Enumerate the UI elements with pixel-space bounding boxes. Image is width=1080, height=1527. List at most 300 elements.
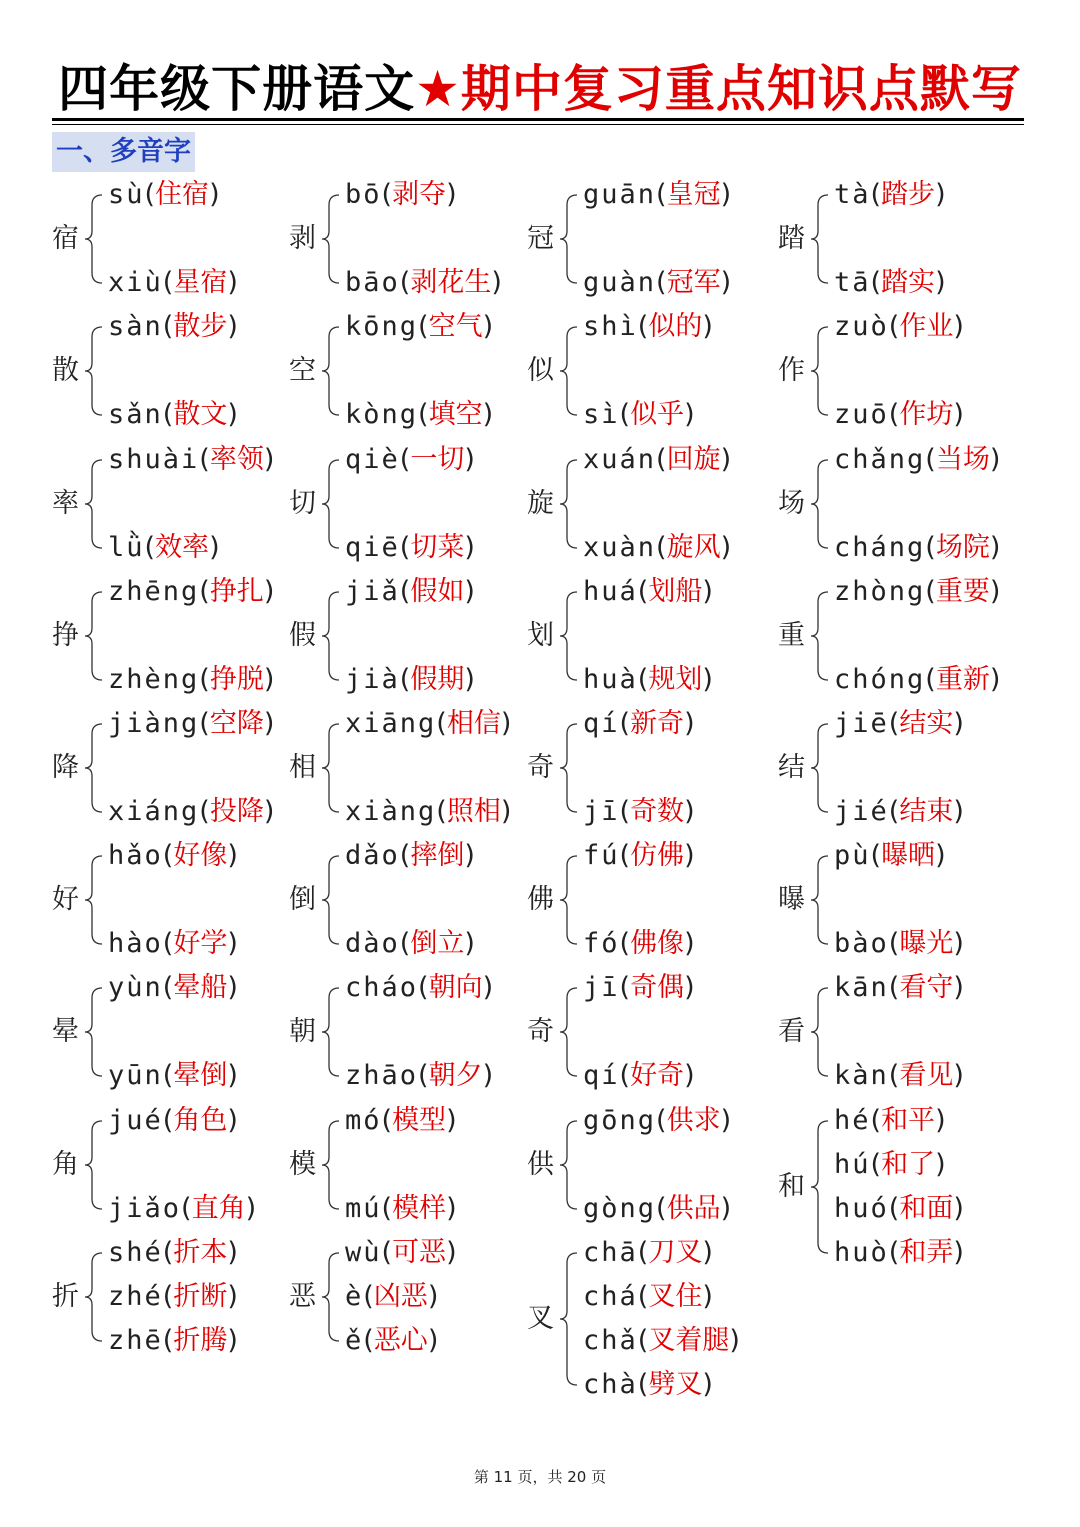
close-paren: ) [953, 1193, 964, 1224]
pinyin: jiē [834, 708, 889, 739]
pinyin: huò [834, 1237, 889, 1268]
title-main: 四年级下册语文 [58, 60, 416, 118]
open-paren: ( [363, 1281, 374, 1312]
open-paren: ( [656, 444, 667, 475]
page-title [0, 56, 1080, 122]
open-paren: ( [888, 1060, 900, 1091]
polyphone-group [527, 841, 767, 959]
example-word: 可恶 [392, 1237, 447, 1268]
example-word: 重要 [935, 576, 990, 607]
close-paren: ) [227, 311, 238, 342]
brace-icon [82, 709, 106, 827]
example-word: 住宿 [155, 179, 210, 210]
open-paren: ( [870, 840, 882, 871]
open-paren: ( [619, 796, 631, 827]
reading-line [345, 1061, 493, 1091]
example-word: 当场 [935, 444, 990, 475]
close-paren: ) [245, 1193, 257, 1224]
reading-line [583, 533, 731, 563]
example-word: 挣脱 [209, 664, 264, 695]
close-paren: ) [482, 972, 494, 1003]
pinyin: xiù [108, 267, 163, 298]
close-paren: ) [953, 311, 964, 342]
close-paren: ) [227, 928, 238, 959]
reading-line [345, 445, 475, 475]
pinyin: fó [583, 928, 620, 959]
open-paren: ( [888, 972, 900, 1003]
polyphone-group [778, 577, 1018, 695]
brace-icon [319, 180, 343, 298]
reading-line [583, 1282, 713, 1312]
close-paren: ) [702, 576, 713, 607]
polyphone-character: 相 [289, 752, 316, 783]
example-word: 空气 [428, 311, 483, 342]
close-paren: ) [953, 796, 964, 827]
open-paren: ( [199, 444, 210, 475]
close-paren: ) [464, 840, 475, 871]
pinyin: lǜ [108, 532, 145, 563]
open-paren: ( [870, 1149, 882, 1180]
close-paren: ) [989, 532, 1001, 563]
close-paren: ) [684, 399, 695, 430]
example-word: 效率 [155, 532, 210, 563]
reading-line [583, 268, 731, 298]
pinyin: jī [583, 972, 620, 1003]
open-paren: ( [637, 664, 649, 695]
polyphone-character: 旋 [527, 488, 554, 519]
close-paren: ) [482, 399, 494, 430]
polyphone-group [778, 709, 1018, 827]
reading-line [834, 709, 964, 739]
brace-icon [808, 312, 832, 430]
polyphone-group [52, 841, 292, 959]
polyphone-character: 冠 [527, 223, 554, 254]
polyphone-group [289, 577, 529, 695]
pinyin: chá [583, 1281, 638, 1312]
pinyin: zuō [834, 399, 889, 430]
close-paren: ) [263, 576, 275, 607]
example-word: 折断 [173, 1281, 228, 1312]
pinyin: huó [834, 1193, 889, 1224]
example-word: 好学 [173, 928, 228, 959]
brace-icon [319, 1106, 343, 1224]
pinyin: chóng [834, 664, 926, 695]
reading-line [108, 312, 238, 342]
brace-icon [319, 445, 343, 563]
polyphone-character: 假 [289, 620, 316, 651]
polyphone-group [778, 445, 1018, 563]
open-paren: ( [656, 1105, 667, 1136]
close-paren: ) [702, 1369, 713, 1400]
open-paren: ( [637, 1369, 649, 1400]
reading-line [583, 1061, 695, 1091]
pinyin: jiǎ [345, 576, 400, 607]
pinyin: jiǎo [108, 1193, 182, 1224]
brace-icon [557, 180, 581, 298]
pinyin: dào [345, 928, 400, 959]
open-paren: ( [619, 1060, 631, 1091]
example-word: 假如 [410, 576, 465, 607]
open-paren: ( [418, 972, 429, 1003]
brace-icon [808, 445, 832, 563]
reading-line [834, 797, 964, 827]
polyphone-group [52, 973, 292, 1091]
pinyin: guàn [583, 267, 657, 298]
close-paren: ) [209, 179, 220, 210]
open-paren: ( [619, 708, 631, 739]
pinyin: chǎ [583, 1325, 638, 1356]
close-paren: ) [935, 840, 946, 871]
brace-icon [557, 1106, 581, 1224]
reading-line [108, 841, 238, 871]
reading-line [108, 1238, 238, 1268]
polyphone-group [289, 841, 529, 959]
example-word: 假期 [410, 664, 465, 695]
polyphone-character: 和 [778, 1171, 805, 1202]
close-paren: ) [702, 664, 713, 695]
section-heading: 一、多音字 [52, 132, 195, 172]
close-paren: ) [263, 664, 275, 695]
example-word: 看见 [899, 1060, 954, 1091]
pinyin: mú [345, 1193, 382, 1224]
example-word: 回旋 [666, 444, 721, 475]
open-paren: ( [888, 399, 900, 430]
polyphone-group [52, 445, 292, 563]
example-word: 和了 [881, 1149, 936, 1180]
pinyin: kàn [834, 1060, 889, 1091]
close-paren: ) [989, 576, 1001, 607]
polyphone-group [289, 1106, 529, 1224]
example-word: 和平 [881, 1105, 936, 1136]
pinyin: hú [834, 1149, 871, 1180]
reading-line [345, 797, 511, 827]
example-word: 规划 [648, 664, 703, 695]
reading-line [108, 973, 238, 1003]
open-paren: ( [637, 576, 649, 607]
open-paren: ( [637, 1237, 649, 1268]
open-paren: ( [888, 796, 900, 827]
pinyin: wù [345, 1237, 382, 1268]
reading-line [108, 400, 238, 430]
polyphone-group [289, 445, 529, 563]
open-paren: ( [363, 1325, 374, 1356]
example-word: 奇数 [630, 796, 685, 827]
open-paren: ( [399, 532, 411, 563]
reading-line [834, 841, 946, 871]
brace-icon [319, 312, 343, 430]
brace-icon [808, 1106, 832, 1268]
example-word: 散文 [173, 399, 228, 430]
open-paren: ( [619, 840, 631, 871]
polyphone-character: 角 [52, 1149, 79, 1180]
reading-line [345, 1238, 457, 1268]
pinyin: zhèng [108, 664, 200, 695]
pinyin: qí [583, 708, 620, 739]
open-paren: ( [162, 399, 174, 430]
reading-line [345, 180, 457, 210]
polyphone-group [778, 1106, 1018, 1268]
pinyin: xiāng [345, 708, 437, 739]
reading-line [345, 533, 475, 563]
reading-line [834, 1150, 946, 1180]
open-paren: ( [381, 1193, 393, 1224]
open-paren: ( [637, 311, 649, 342]
close-paren: ) [684, 840, 695, 871]
close-paren: ) [702, 1237, 713, 1268]
polyphone-group [289, 973, 529, 1091]
close-paren: ) [953, 1060, 964, 1091]
close-paren: ) [684, 796, 695, 827]
example-word: 刀叉 [648, 1237, 703, 1268]
polyphone-character: 叉 [527, 1303, 554, 1334]
reading-line [108, 1061, 238, 1091]
reading-line [583, 1238, 713, 1268]
polyphone-character: 作 [778, 355, 805, 386]
reading-line [108, 268, 238, 298]
close-paren: ) [227, 1105, 238, 1136]
open-paren: ( [870, 267, 882, 298]
pinyin: qiè [345, 444, 400, 475]
pinyin: è [345, 1281, 364, 1312]
brace-icon [319, 973, 343, 1091]
close-paren: ) [227, 1237, 238, 1268]
brace-icon [808, 180, 832, 298]
brace-icon [82, 180, 106, 298]
example-word: 倒立 [410, 928, 465, 959]
polyphone-character: 看 [778, 1016, 805, 1047]
example-word: 一切 [410, 444, 465, 475]
brace-icon [319, 841, 343, 959]
pinyin: qiē [345, 532, 400, 563]
pinyin: xuàn [583, 532, 657, 563]
reading-line [834, 445, 1000, 475]
polyphone-group [52, 577, 292, 695]
reading-line [345, 312, 493, 342]
pinyin: bāo [345, 267, 400, 298]
close-paren: ) [263, 708, 275, 739]
polyphone-group [778, 841, 1018, 959]
reading-line [583, 445, 731, 475]
example-word: 角色 [173, 1105, 228, 1136]
polyphone-group [52, 180, 292, 298]
example-word: 散步 [173, 311, 228, 342]
example-word: 作业 [899, 311, 954, 342]
open-paren: ( [656, 267, 667, 298]
open-paren: ( [162, 267, 174, 298]
close-paren: ) [227, 1281, 238, 1312]
pinyin: chǎng [834, 444, 926, 475]
polyphone-group [527, 1238, 767, 1400]
close-paren: ) [263, 444, 275, 475]
polyphone-character: 挣 [52, 620, 79, 651]
close-paren: ) [227, 1060, 238, 1091]
close-paren: ) [720, 267, 732, 298]
pinyin: gōng [583, 1105, 657, 1136]
example-word: 率领 [209, 444, 264, 475]
brace-icon [808, 841, 832, 959]
pinyin: mó [345, 1105, 382, 1136]
pinyin: huá [583, 576, 638, 607]
polyphone-character: 切 [289, 488, 316, 519]
polyphone-character: 重 [778, 620, 805, 651]
polyphone-group [289, 180, 529, 298]
polyphone-group [52, 312, 292, 430]
pinyin: kān [834, 972, 889, 1003]
pinyin: shì [583, 311, 638, 342]
pinyin: cháo [345, 972, 419, 1003]
open-paren: ( [870, 179, 882, 210]
example-word: 叉着腿 [648, 1325, 730, 1356]
reading-line [345, 1106, 457, 1136]
reading-line [583, 973, 695, 1003]
pinyin: zhēng [108, 576, 200, 607]
close-paren: ) [953, 708, 964, 739]
example-word: 模型 [392, 1105, 447, 1136]
reading-line [345, 1326, 438, 1356]
pinyin: yùn [108, 972, 163, 1003]
pinyin: hé [834, 1105, 871, 1136]
polyphone-group [778, 312, 1018, 430]
pinyin: cháng [834, 532, 926, 563]
close-paren: ) [464, 928, 475, 959]
brace-icon [82, 1106, 106, 1224]
brace-icon [557, 312, 581, 430]
example-word: 晕船 [173, 972, 228, 1003]
close-paren: ) [729, 1325, 740, 1356]
pinyin: bào [834, 928, 889, 959]
pinyin: xuán [583, 444, 657, 475]
close-paren: ) [446, 179, 457, 210]
pinyin: huà [583, 664, 638, 695]
close-paren: ) [720, 532, 732, 563]
polyphone-group [527, 709, 767, 827]
reading-line [834, 665, 1000, 695]
pinyin: sàn [108, 311, 163, 342]
example-word: 供求 [666, 1105, 721, 1136]
open-paren: ( [381, 179, 393, 210]
brace-icon [319, 577, 343, 695]
close-paren: ) [702, 311, 713, 342]
reading-line [583, 1326, 740, 1356]
example-word: 供品 [666, 1193, 721, 1224]
reading-line [108, 665, 274, 695]
example-word: 晕倒 [173, 1060, 228, 1091]
pinyin: pù [834, 840, 871, 871]
polyphone-group [52, 709, 292, 827]
close-paren: ) [684, 1060, 695, 1091]
close-paren: ) [209, 532, 220, 563]
open-paren: ( [888, 1237, 900, 1268]
example-word: 场院 [935, 532, 990, 563]
reading-line [834, 1061, 964, 1091]
brace-icon [82, 445, 106, 563]
reading-line [345, 665, 475, 695]
example-word: 朝向 [428, 972, 483, 1003]
reading-line [583, 400, 695, 430]
example-word: 好像 [173, 840, 228, 871]
polyphone-character: 踏 [778, 223, 805, 254]
open-paren: ( [870, 1105, 882, 1136]
polyphone-character: 奇 [527, 752, 554, 783]
pinyin: chà [583, 1369, 638, 1400]
reading-line [345, 1194, 457, 1224]
polyphone-group [289, 1238, 529, 1356]
close-paren: ) [446, 1193, 457, 1224]
open-paren: ( [436, 796, 447, 827]
example-word: 摔倒 [410, 840, 465, 871]
example-word: 作坊 [899, 399, 954, 430]
pinyin: xiáng [108, 796, 200, 827]
reading-line [834, 1194, 964, 1224]
brace-icon [557, 841, 581, 959]
pinyin: xiàng [345, 796, 437, 827]
close-paren: ) [953, 972, 964, 1003]
brace-icon [557, 973, 581, 1091]
pinyin: zhé [108, 1281, 163, 1312]
reading-line [108, 180, 220, 210]
polyphone-character: 划 [527, 620, 554, 651]
open-paren: ( [399, 576, 411, 607]
close-paren: ) [989, 664, 1001, 695]
open-paren: ( [399, 444, 411, 475]
open-paren: ( [381, 1237, 393, 1268]
pinyin: zuò [834, 311, 889, 342]
pinyin: kōng [345, 311, 419, 342]
example-word: 恶心 [373, 1325, 428, 1356]
polyphone-character: 折 [52, 1281, 79, 1312]
open-paren: ( [888, 311, 900, 342]
example-word: 重新 [935, 664, 990, 695]
example-word: 照相 [446, 796, 501, 827]
open-paren: ( [637, 1281, 649, 1312]
example-word: 踏步 [881, 179, 936, 210]
open-paren: ( [925, 664, 936, 695]
pinyin: jué [108, 1105, 163, 1136]
reading-line [345, 400, 493, 430]
open-paren: ( [656, 532, 667, 563]
open-paren: ( [888, 1193, 900, 1224]
pinyin: shé [108, 1237, 163, 1268]
open-paren: ( [925, 532, 936, 563]
brace-icon [557, 577, 581, 695]
pinyin: jiàng [108, 708, 200, 739]
close-paren: ) [227, 972, 238, 1003]
reading-line [583, 929, 695, 959]
pinyin: ě [345, 1325, 364, 1356]
open-paren: ( [381, 1105, 393, 1136]
close-paren: ) [500, 708, 512, 739]
example-word: 好奇 [630, 1060, 685, 1091]
example-word: 划船 [648, 576, 703, 607]
open-paren: ( [418, 311, 429, 342]
open-paren: ( [162, 1281, 174, 1312]
polyphone-character: 散 [52, 355, 79, 386]
close-paren: ) [427, 1281, 439, 1312]
open-paren: ( [656, 179, 667, 210]
open-paren: ( [436, 708, 447, 739]
close-paren: ) [446, 1237, 457, 1268]
close-paren: ) [464, 664, 475, 695]
example-word: 踏实 [881, 267, 936, 298]
reading-line [108, 1194, 256, 1224]
polyphone-character: 曝 [778, 884, 805, 915]
open-paren: ( [399, 928, 411, 959]
open-paren: ( [162, 1325, 174, 1356]
polyphone-character: 奇 [527, 1016, 554, 1047]
close-paren: ) [720, 179, 732, 210]
polyphone-group [778, 973, 1018, 1091]
example-word: 结束 [899, 796, 954, 827]
